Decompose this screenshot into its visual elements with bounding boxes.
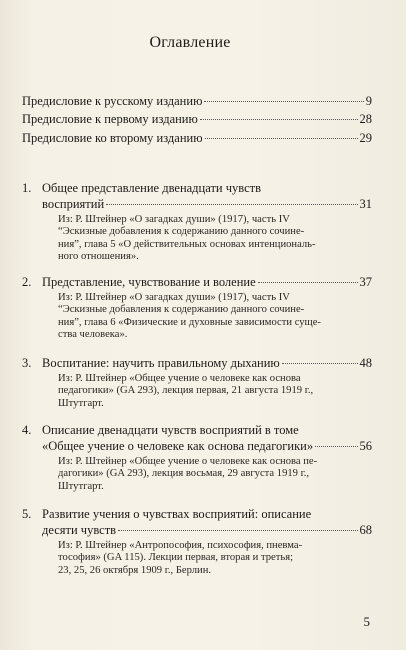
dot-leader <box>205 138 358 139</box>
source-line: Из: Р. Штейнер «Общее учение о человеке как основа пе- <box>58 456 318 467</box>
page-title: Оглавление <box>149 34 231 51</box>
chapter-source <box>58 214 372 264</box>
chapter-number: 5. <box>22 507 32 521</box>
source-line: Из: Р. Штейнер «О загадках души» (1917), часть IV <box>58 214 290 225</box>
dot-leader <box>258 282 358 283</box>
toc-page: 9 <box>365 94 372 108</box>
chapter-source <box>58 456 372 493</box>
dot-leader <box>282 363 358 364</box>
chapter-number: 2. <box>22 275 32 289</box>
chapter-number: 4. <box>22 423 32 437</box>
source-line: Из: Р. Штейнер «Антропософия, психософия, пневма- <box>58 540 303 551</box>
source-line: Штутгарт. <box>58 397 104 409</box>
chapter-source <box>58 540 372 577</box>
dot-leader <box>200 119 358 120</box>
dot-leader <box>118 530 357 531</box>
dot-leader <box>315 446 357 447</box>
source-line: Из: Р. Штейнер «Общее учение о человеке как основа <box>58 373 301 384</box>
chapter-title-line-1: Общее представление двенадцати чувств <box>42 181 262 195</box>
toc-page: 28 <box>359 112 372 126</box>
chapter-title-line-1: Описание двенадцати чувств восприятий в томе <box>42 423 299 437</box>
chapter-source <box>58 373 372 410</box>
toc-chapter-5[interactable] <box>22 506 372 577</box>
toc-label: Предисловие к первому изданию <box>22 112 198 126</box>
dot-leader <box>204 101 363 102</box>
toc-page: 29 <box>359 131 372 145</box>
toc-preface-first[interactable] <box>22 112 372 128</box>
source-line: Из: Р. Штейнер «О загадках души» (1917), часть IV <box>58 292 290 303</box>
source-line: “Эскизные добавления к содержанию данного сочине- <box>58 226 305 238</box>
chapter-page: 31 <box>359 197 372 211</box>
chapter-page: 68 <box>359 523 372 537</box>
toc-chapter-3[interactable] <box>22 355 372 410</box>
chapter-source <box>58 292 372 342</box>
source-line: тософия» (GA 115). Лекции первая, вторая и третья; <box>58 552 294 564</box>
toc-preface-second[interactable] <box>22 131 372 147</box>
chapter-page: 56 <box>359 439 372 453</box>
source-line: ного отношения». <box>58 251 139 263</box>
chapter-title-line-1: Развитие учения о чувствах восприятий: описание <box>42 507 312 521</box>
toc-preface-russian[interactable] <box>22 94 372 110</box>
chapter-number: 3. <box>22 356 32 370</box>
chapter-title-line-1: Воспитание: научить правильному дыханию <box>42 356 280 370</box>
toc-chapter-4[interactable] <box>22 422 372 493</box>
source-line: “Эскизные добавления к содержанию данного сочине- <box>58 304 305 316</box>
chapter-title-line-2: «Общее учение о человеке как основа педагогики» <box>42 439 314 453</box>
chapter-page: 48 <box>359 356 372 370</box>
source-line: ства человека». <box>58 329 128 341</box>
source-line: ния”, глава 5 «О действительных основах интенциональ- <box>58 238 316 250</box>
toc-chapter-2[interactable] <box>22 274 372 342</box>
source-line: педагогики» (GA 293), лекция первая, 21 августа 1919 г., <box>58 385 314 397</box>
chapter-number: 1. <box>22 181 32 195</box>
dot-leader <box>106 204 357 205</box>
chapter-title-line-2: восприятий <box>42 197 105 211</box>
chapter-title-line-1: Представление, чувствование и воление <box>42 275 256 289</box>
source-line: дагогики» (GA 293), лекция восьмая, 29 августа 1919 г., <box>58 468 310 480</box>
source-line: ния”, глава 6 «Физические и духовные зависимости суще- <box>58 316 321 328</box>
source-line: 23, 25, 26 октября 1909 г., Берлин. <box>58 564 212 576</box>
toc-label: Предисловие к русскому изданию <box>22 94 203 108</box>
source-line: Штутгарт. <box>58 480 104 492</box>
chapter-title-line-2: десяти чувств <box>42 523 117 537</box>
toc-chapter-1[interactable] <box>22 180 372 264</box>
toc-label: Предисловие ко второму изданию <box>22 131 203 145</box>
page-number: 5 <box>363 614 370 629</box>
chapter-page: 37 <box>359 275 372 289</box>
